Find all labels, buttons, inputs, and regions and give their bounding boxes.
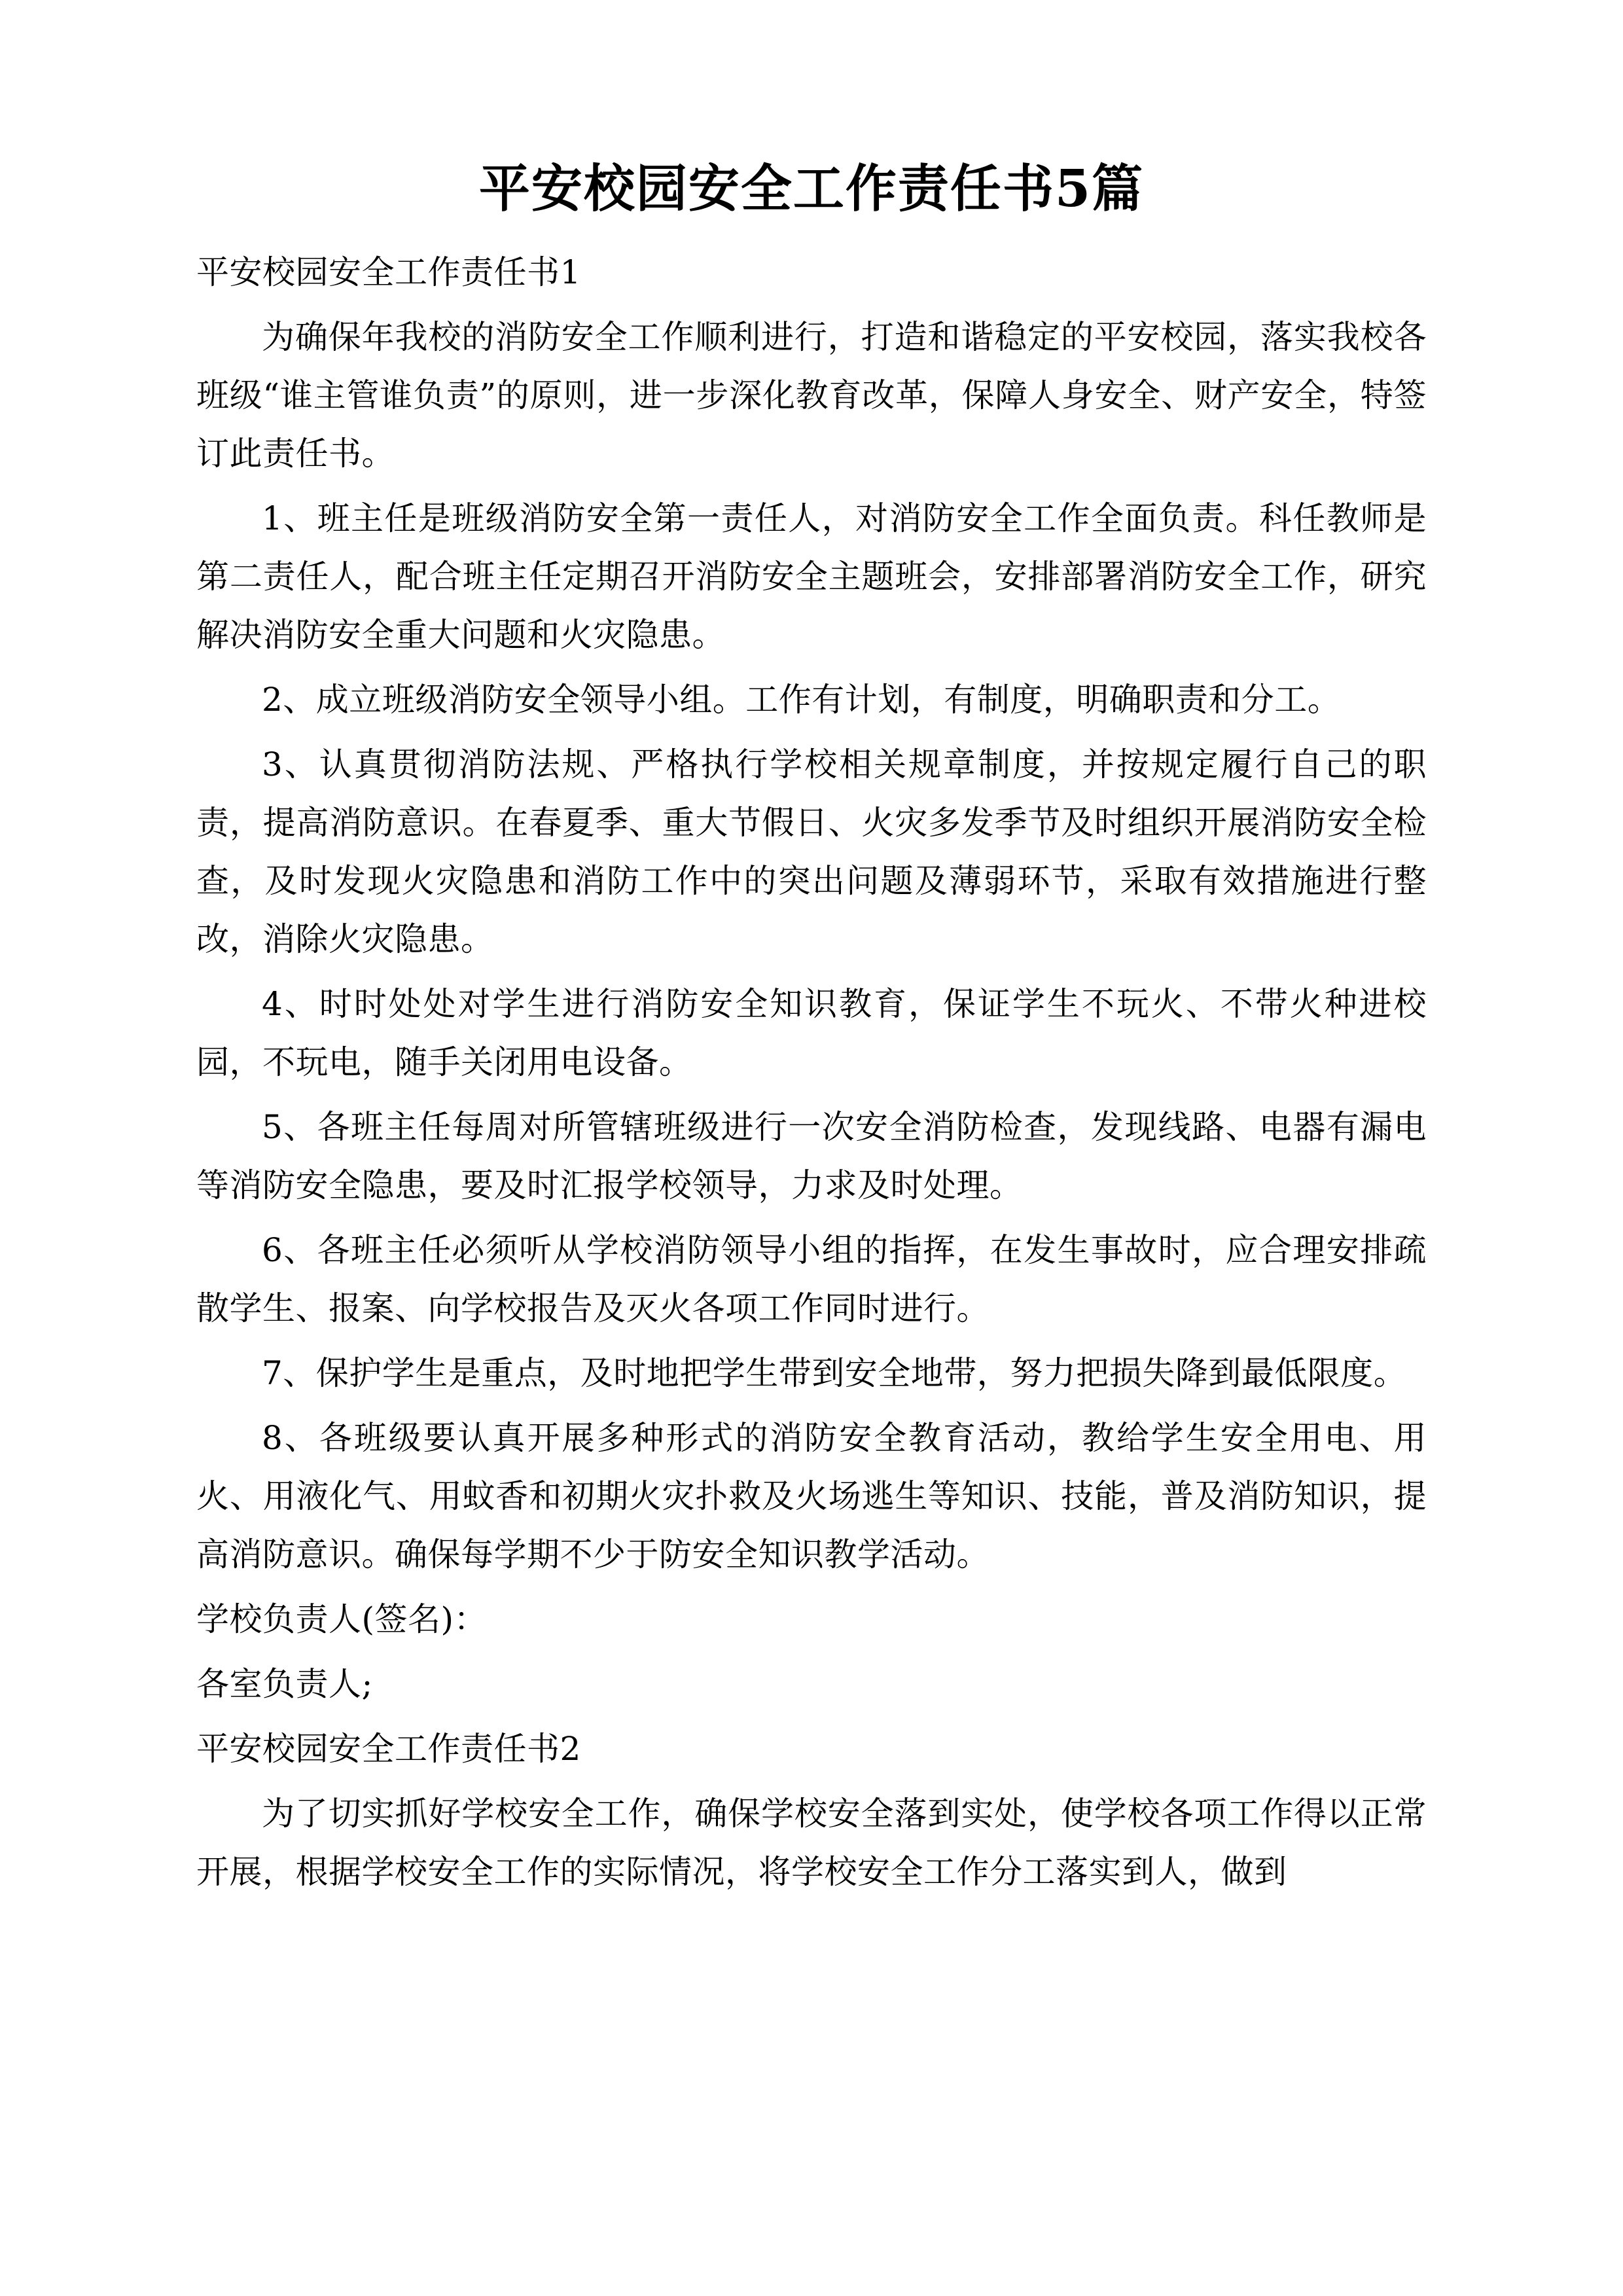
section-2-paragraph-1: 为了切实抓好学校安全工作，确保学校安全落到实处，使学校各项工作得以正常开展，根据学校安全工作的实际情况，将学校安全工作分工落实到人，做到 [196,1794,1427,1891]
section-heading-1: 平安校园安全工作责任书1 [196,253,581,291]
section-1-paragraph-3: 2、成立班级消防安全领导小组。工作有计划，有制度，明确职责和分工。 [262,680,1341,719]
section-1-paragraph-5: 4、时时处处对学生进行消防安全知识教育，保证学生不玩火、不带火种进校园，不玩电，随手关闭用电设备。 [196,984,1427,1081]
section-1-paragraph-8: 7、保护学生是重点，及时地把学生带到安全地带，努力把损失降到最低限度。 [262,1354,1407,1392]
office-heads-signature-label: 各室负责人; [196,1664,373,1703]
section-1-paragraph-4: 3、认真贯彻消防法规、严格执行学校相关规章制度，并按规定履行自己的职责，提高消防意识。在春夏季、重大节假日、火灾多发季节及时组织开展消防安全检查，及时发现火灾隐患和消防工作中的突出问题及薄弱环节，采取有效措施进行整改，消除火灾隐患。 [196,745,1427,958]
page-title: 平安校园安全工作责任书5篇 [478,159,1145,219]
school-principal-signature-label: 学校负责人(签名)： [196,1600,488,1638]
section-1-paragraph-2: 1、班主任是班级消防安全第一责任人，对消防安全工作全面负责。科任教师是第二责任人，配合班主任定期召开消防安全主题班会，安排部署消防安全工作，研究解决消防安全重大问题和火灾隐患。 [196,499,1427,654]
section-1-paragraph-9: 8、各班级要认真开展多种形式的消防安全教育活动，教给学生安全用电、用火、用液化气、用蚊香和初期火灾扑救及火场逃生等知识、技能，普及消防知识，提高消防意识。确保每学期不少于防安全知识教学活动。 [196,1418,1427,1573]
section-1-paragraph-6: 5、各班主任每周对所管辖班级进行一次安全消防检查，发现线路、电器有漏电等消防安全隐患，要及时汇报学校领导，力求及时处理。 [196,1107,1427,1204]
section-1-paragraph-1: 为确保年我校的消防安全工作顺利进行，打造和谐稳定的平安校园，落实我校各班级“谁主管谁负责”的原则，进一步深化教育改革，保障人身安全、财产安全，特签订此责任书。 [196,317,1427,473]
section-heading-2: 平安校园安全工作责任书2 [196,1729,581,1768]
section-1-paragraph-7: 6、各班主任必须听从学校消防领导小组的指挥，在发生事故时，应合理安排疏散学生、报案、向学校报告及灭火各项工作同时进行。 [196,1230,1427,1327]
